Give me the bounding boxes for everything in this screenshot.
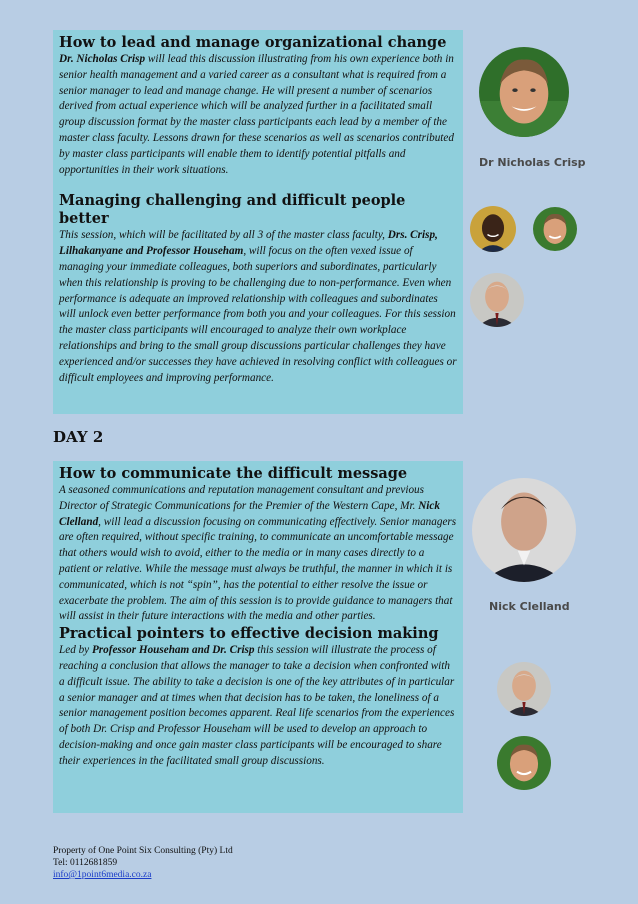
body-intro: Led by [59, 644, 92, 657]
portrait-photo-crisp-large [479, 47, 569, 137]
portrait-photo-crisp-small [533, 207, 577, 251]
portrait-photo-househam-small [497, 662, 551, 716]
photo-caption-clelland: Nick Clelland [489, 600, 570, 613]
day-heading: DAY 2 [53, 428, 104, 446]
body-text: , will lead a discussion focusing on communicating effectively. Senior managers are often required, without specific training, to communicate an uncomfortable message that others would wish to avoid, either to the media or in many cases directly to a patient or relative. While the message must always be truthful, the manner in which it is communicated, which is not “spin”, has the potential to either resolve the issue or exacerbate the problem. The aim of this session is to provide guidance to managers that will assist in their future interactions with the media and other parties. [59, 515, 457, 623]
body-text: , will focus on the often vexed issue of managing your immediate colleagues, both superiors and subordinates, particularly when this relationship is proving to be challenging due to non-performance. Even when performance is adequate an improved relationship with colleagues and subordinates will unlock even better performance from both you and your colleagues. For this session the master class participants will encouraged to analyze their own workplace relationships and bring to the small group discussions particular challenges they have experienced and/or successes they have achieved in resolving conflict with colleagues or difficult employees and improving performance. [59, 245, 457, 384]
section-body-lead-change [59, 52, 457, 178]
portrait-photo-househam [470, 273, 524, 327]
body-text: this session will illustrate the process of reaching a conclusion that allows the manager to take a decision when confronted with a difficult issue. The ability to take a decision is one of the key attributes of in particular a senior manager and at times when that decision has to be taken, the loneliness of a senior management position becomes apparent. Real life scenarios from the experiences of both Dr. Crisp and Professor Househam will be used to develop an approach to decision-making and once gain master class participants will be encouraged to share their experiences in the facilitated small group discussions. [59, 644, 455, 767]
section-title-lead-change: How to lead and manage organizational change [59, 34, 447, 51]
section-title-decision-making: Practical pointers to effective decision making [59, 625, 439, 643]
photo-caption-crisp: Dr Nicholas Crisp [479, 156, 586, 169]
speaker-names: Drs. Crisp, Lilhakanyane and Professor Househam [59, 229, 438, 258]
footer-email-link[interactable]: info@1point6media.co.za [53, 870, 152, 880]
body-intro: This session, which will be facilitated by all 3 of the master class faculty, [59, 229, 388, 242]
footer-telephone: Tel: 0112681859 [53, 858, 118, 868]
section-body-difficult-people [59, 228, 457, 386]
section-body-difficult-message [59, 483, 457, 625]
content-panel-day2 [53, 461, 463, 813]
footer-company: Property of One Point Six Consulting (Pty) Ltd [53, 846, 233, 856]
content-panel-day1 [53, 30, 463, 414]
footer [53, 845, 233, 881]
portrait-photo-lilhakanyane [470, 206, 516, 252]
speaker-name: Dr. Nicholas Crisp [59, 53, 146, 65]
body-text: will lead this discussion illustrating from his own experience both in senior health management and a varied career as a consultant what is required from a senior manager to lead and manage change. He will present a number of scenarios derived from actual experience which will be analyzed further in a facilitated small group discussion format by the master class participants each lead by a member of the master class faculty. Lessons drawn for these scenarios as well as scenarios contributed by master class participants will enable them to identify potential pitfalls and opportunities in their work situations. [59, 53, 454, 176]
speaker-names: Professor Househam and Dr. Crisp [91, 644, 255, 657]
portrait-photo-clelland [472, 478, 576, 582]
body-intro: A seasoned communications and reputation management consultant and previous Director of Strategic Communications for the Premier of the Western Cape, Mr. [59, 484, 425, 512]
section-title-difficult-message: How to communicate the difficult message [59, 465, 408, 482]
portrait-photo-crisp-bottom [497, 736, 551, 790]
section-title-difficult-people: Managing challenging and difficult people better [59, 192, 406, 228]
speaker-name: Nick Clelland [59, 499, 440, 528]
section-body-decision-making [59, 643, 457, 769]
